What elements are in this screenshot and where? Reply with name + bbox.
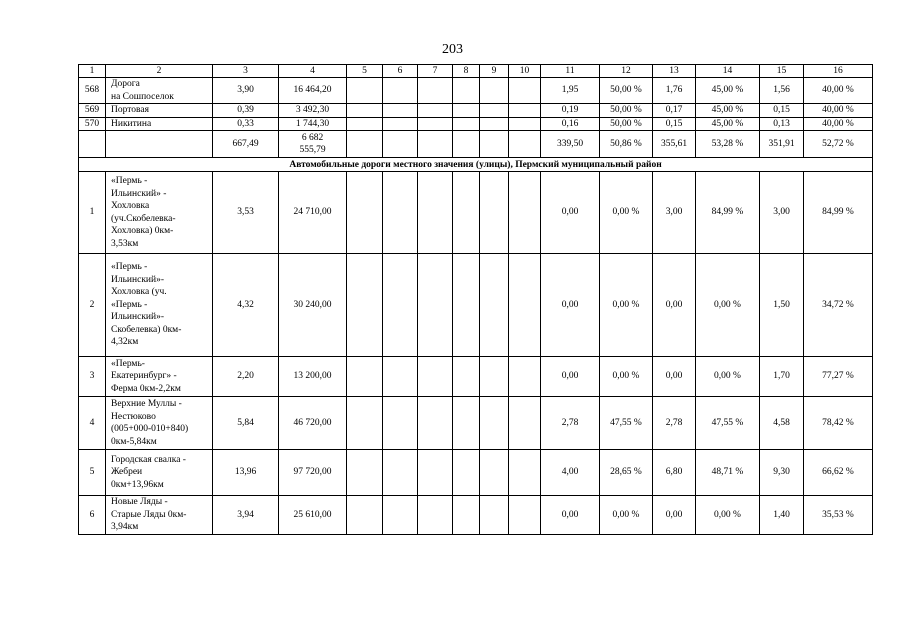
- column-number-1: 1: [79, 65, 106, 78]
- empty-cell-col-9: [480, 496, 509, 535]
- empty-cell-col-8: [453, 117, 480, 131]
- section-title: Автомобильные дороги местного значения (улицы), Пермский муниципальный район: [79, 158, 873, 172]
- col-13-value: 6,80: [653, 450, 696, 496]
- column-number-12: 12: [600, 65, 653, 78]
- column-number-7: 7: [418, 65, 453, 78]
- column-number-13: 13: [653, 65, 696, 78]
- col-13-value: 0,00: [653, 496, 696, 535]
- col-15-value: 1,56: [760, 78, 804, 104]
- col-11-value: 0,00: [541, 357, 600, 397]
- col-13-value: 355,61: [653, 131, 696, 158]
- col-12-percent: 0,00 %: [600, 357, 653, 397]
- col-13-value: 3,00: [653, 172, 696, 254]
- column-number-3: 3: [213, 65, 279, 78]
- empty-cell-col-8: [453, 104, 480, 118]
- column-number-6: 6: [383, 65, 418, 78]
- table-row: [79, 172, 873, 254]
- column-number-row: [79, 65, 873, 78]
- column-number-9: 9: [480, 65, 509, 78]
- length-km: 5,84: [213, 397, 279, 450]
- empty-cell-col-5: [347, 397, 383, 450]
- table-row: [79, 117, 873, 131]
- empty-cell-col-5: [347, 496, 383, 535]
- col-15-value: 351,91: [760, 131, 804, 158]
- roads-table: [78, 64, 873, 535]
- col-15-value: 4,58: [760, 397, 804, 450]
- column-number-10: 10: [509, 65, 541, 78]
- empty-cell-col-6: [383, 450, 418, 496]
- col-14-percent: 84,99 %: [696, 172, 760, 254]
- empty-cell-col-9: [480, 450, 509, 496]
- empty-cell-col-7: [418, 131, 453, 158]
- road-name: Городская свалка - Жебреи 0км+13,96км: [106, 450, 213, 496]
- col-16-percent: 34,72 %: [804, 254, 873, 357]
- row-number: 569: [79, 104, 106, 118]
- empty-cell-col-5: [347, 104, 383, 118]
- empty-cell-col-5: [347, 450, 383, 496]
- col-14-percent: 45,00 %: [696, 104, 760, 118]
- empty-cell-col-8: [453, 131, 480, 158]
- row-number: 3: [79, 357, 106, 397]
- col-11-value: 2,78: [541, 397, 600, 450]
- col-16-percent: 78,42 %: [804, 397, 873, 450]
- empty-cell-col-10: [509, 254, 541, 357]
- col-13-value: 0,00: [653, 357, 696, 397]
- col-14-percent: 48,71 %: [696, 450, 760, 496]
- cost: 30 240,00: [279, 254, 347, 357]
- road-name: Новые Ляды - Старые Ляды 0км- 3,94км: [106, 496, 213, 535]
- road-name: Портовая: [106, 104, 213, 118]
- col-14-percent: 0,00 %: [696, 496, 760, 535]
- empty-cell-col-5: [347, 117, 383, 131]
- table-row: [79, 357, 873, 397]
- road-name: «Пермь- Екатеринбург» - Ферма 0км-2,2км: [106, 357, 213, 397]
- section-title-row: [79, 158, 873, 172]
- empty-cell-col-9: [480, 131, 509, 158]
- road-name: «Пермь - Ильинский»- Хохловка (уч. «Пермь - Ильинский»- Скобелевка) 0км- 4,32км: [106, 254, 213, 357]
- table-row: [79, 78, 873, 104]
- table-row: [79, 397, 873, 450]
- col-12-percent: 50,00 %: [600, 104, 653, 118]
- empty-cell-col-6: [383, 117, 418, 131]
- road-name: «Пермь - Ильинский» - Хохловка (уч.Скобелевка- Хохловка) 0км- 3,53км: [106, 172, 213, 254]
- empty-cell-col-9: [480, 172, 509, 254]
- row-number: 5: [79, 450, 106, 496]
- col-15-value: 3,00: [760, 172, 804, 254]
- empty-cell-col-8: [453, 450, 480, 496]
- col-12-percent: 0,00 %: [600, 496, 653, 535]
- col-15-value: 9,30: [760, 450, 804, 496]
- row-number: 570: [79, 117, 106, 131]
- col-11-value: 0,00: [541, 496, 600, 535]
- col-16-percent: 40,00 %: [804, 104, 873, 118]
- empty-cell-col-7: [418, 254, 453, 357]
- empty-cell-col-7: [418, 172, 453, 254]
- cost: 24 710,00: [279, 172, 347, 254]
- col-12-percent: 28,65 %: [600, 450, 653, 496]
- length-km: 13,96: [213, 450, 279, 496]
- empty-cell-col-6: [383, 397, 418, 450]
- empty-cell-col-7: [418, 450, 453, 496]
- col-14-percent: 45,00 %: [696, 78, 760, 104]
- cost: 1 744,30: [279, 117, 347, 131]
- col-11-value: 0,19: [541, 104, 600, 118]
- empty-cell-col-10: [509, 78, 541, 104]
- cost: 46 720,00: [279, 397, 347, 450]
- col-15-value: 1,40: [760, 496, 804, 535]
- length-km: 0,39: [213, 104, 279, 118]
- empty-cell-col-5: [347, 172, 383, 254]
- col-12-percent: 0,00 %: [600, 254, 653, 357]
- empty-cell-col-10: [509, 496, 541, 535]
- col-12-percent: 50,00 %: [600, 117, 653, 131]
- cost: 97 720,00: [279, 450, 347, 496]
- length-km: 2,20: [213, 357, 279, 397]
- col-16-percent: 66,62 %: [804, 450, 873, 496]
- col-12-percent: 50,86 %: [600, 131, 653, 158]
- col-13-value: 2,78: [653, 397, 696, 450]
- empty-cell-col-9: [480, 78, 509, 104]
- col-16-percent: 40,00 %: [804, 78, 873, 104]
- empty-cell-col-6: [383, 131, 418, 158]
- empty-cell-col-9: [480, 254, 509, 357]
- empty-cell-col-8: [453, 496, 480, 535]
- empty-cell-col-9: [480, 117, 509, 131]
- col-11-value: 0,00: [541, 254, 600, 357]
- column-number-16: 16: [804, 65, 873, 78]
- empty-cell-col-10: [509, 172, 541, 254]
- empty-cell-col-7: [418, 104, 453, 118]
- column-number-2: 2: [106, 65, 213, 78]
- cost: 25 610,00: [279, 496, 347, 535]
- table-row: [79, 104, 873, 118]
- col-11-value: 0,00: [541, 172, 600, 254]
- empty-cell-col-10: [509, 131, 541, 158]
- length-km: 4,32: [213, 254, 279, 357]
- empty-cell-col-5: [347, 254, 383, 357]
- col-13-value: 0,17: [653, 104, 696, 118]
- empty-cell-col-6: [383, 172, 418, 254]
- road-name: [106, 131, 213, 158]
- empty-cell-col-8: [453, 78, 480, 104]
- empty-cell-col-6: [383, 357, 418, 397]
- empty-cell-col-7: [418, 357, 453, 397]
- empty-cell-col-9: [480, 357, 509, 397]
- col-16-percent: 35,53 %: [804, 496, 873, 535]
- empty-cell-col-8: [453, 254, 480, 357]
- table-row: [79, 131, 873, 158]
- col-11-value: 1,95: [541, 78, 600, 104]
- col-13-value: 0,15: [653, 117, 696, 131]
- empty-cell-col-5: [347, 78, 383, 104]
- empty-cell-col-10: [509, 357, 541, 397]
- col-14-percent: 47,55 %: [696, 397, 760, 450]
- empty-cell-col-7: [418, 117, 453, 131]
- col-16-percent: 77,27 %: [804, 357, 873, 397]
- col-15-value: 0,13: [760, 117, 804, 131]
- cost: 3 492,30: [279, 104, 347, 118]
- empty-cell-col-10: [509, 104, 541, 118]
- col-16-percent: 84,99 %: [804, 172, 873, 254]
- empty-cell-col-10: [509, 117, 541, 131]
- row-number: 568: [79, 78, 106, 104]
- col-11-value: 339,50: [541, 131, 600, 158]
- table-row: [79, 254, 873, 357]
- empty-cell-col-6: [383, 254, 418, 357]
- length-km: 3,53: [213, 172, 279, 254]
- length-km: 3,90: [213, 78, 279, 104]
- col-15-value: 0,15: [760, 104, 804, 118]
- col-14-percent: 53,28 %: [696, 131, 760, 158]
- empty-cell-col-7: [418, 496, 453, 535]
- col-11-value: 4,00: [541, 450, 600, 496]
- row-number: 2: [79, 254, 106, 357]
- col-15-value: 1,50: [760, 254, 804, 357]
- column-number-5: 5: [347, 65, 383, 78]
- empty-cell-col-6: [383, 104, 418, 118]
- row-number: 6: [79, 496, 106, 535]
- empty-cell-col-7: [418, 78, 453, 104]
- empty-cell-col-7: [418, 397, 453, 450]
- cost: 16 464,20: [279, 78, 347, 104]
- table-row: [79, 450, 873, 496]
- column-number-14: 14: [696, 65, 760, 78]
- col-13-value: 1,76: [653, 78, 696, 104]
- cost: 13 200,00: [279, 357, 347, 397]
- col-16-percent: 40,00 %: [804, 117, 873, 131]
- empty-cell-col-10: [509, 450, 541, 496]
- col-14-percent: 45,00 %: [696, 117, 760, 131]
- road-name: Верхние Муллы - Нестюково (005+000-010+840) 0км-5,84км: [106, 397, 213, 450]
- empty-cell-col-5: [347, 131, 383, 158]
- empty-cell-col-5: [347, 357, 383, 397]
- row-number: 4: [79, 397, 106, 450]
- length-km: 0,33: [213, 117, 279, 131]
- col-13-value: 0,00: [653, 254, 696, 357]
- length-km: 667,49: [213, 131, 279, 158]
- col-12-percent: 47,55 %: [600, 397, 653, 450]
- empty-cell-col-8: [453, 172, 480, 254]
- empty-cell-col-10: [509, 397, 541, 450]
- table-body: [79, 65, 873, 535]
- road-name: Дорога на Сошпоселок: [106, 78, 213, 104]
- col-14-percent: 0,00 %: [696, 254, 760, 357]
- col-16-percent: 52,72 %: [804, 131, 873, 158]
- length-km: 3,94: [213, 496, 279, 535]
- col-12-percent: 0,00 %: [600, 172, 653, 254]
- empty-cell-col-9: [480, 104, 509, 118]
- row-number: 1: [79, 172, 106, 254]
- cost: 6 682 555,79: [279, 131, 347, 158]
- column-number-11: 11: [541, 65, 600, 78]
- empty-cell-col-8: [453, 397, 480, 450]
- road-name: Никитина: [106, 117, 213, 131]
- empty-cell-col-6: [383, 496, 418, 535]
- col-15-value: 1,70: [760, 357, 804, 397]
- row-number: [79, 131, 106, 158]
- page-number: 203: [442, 42, 463, 57]
- column-number-8: 8: [453, 65, 480, 78]
- col-14-percent: 0,00 %: [696, 357, 760, 397]
- col-11-value: 0,16: [541, 117, 600, 131]
- column-number-15: 15: [760, 65, 804, 78]
- table-row: [79, 496, 873, 535]
- col-12-percent: 50,00 %: [600, 78, 653, 104]
- empty-cell-col-6: [383, 78, 418, 104]
- column-number-4: 4: [279, 65, 347, 78]
- empty-cell-col-9: [480, 397, 509, 450]
- empty-cell-col-8: [453, 357, 480, 397]
